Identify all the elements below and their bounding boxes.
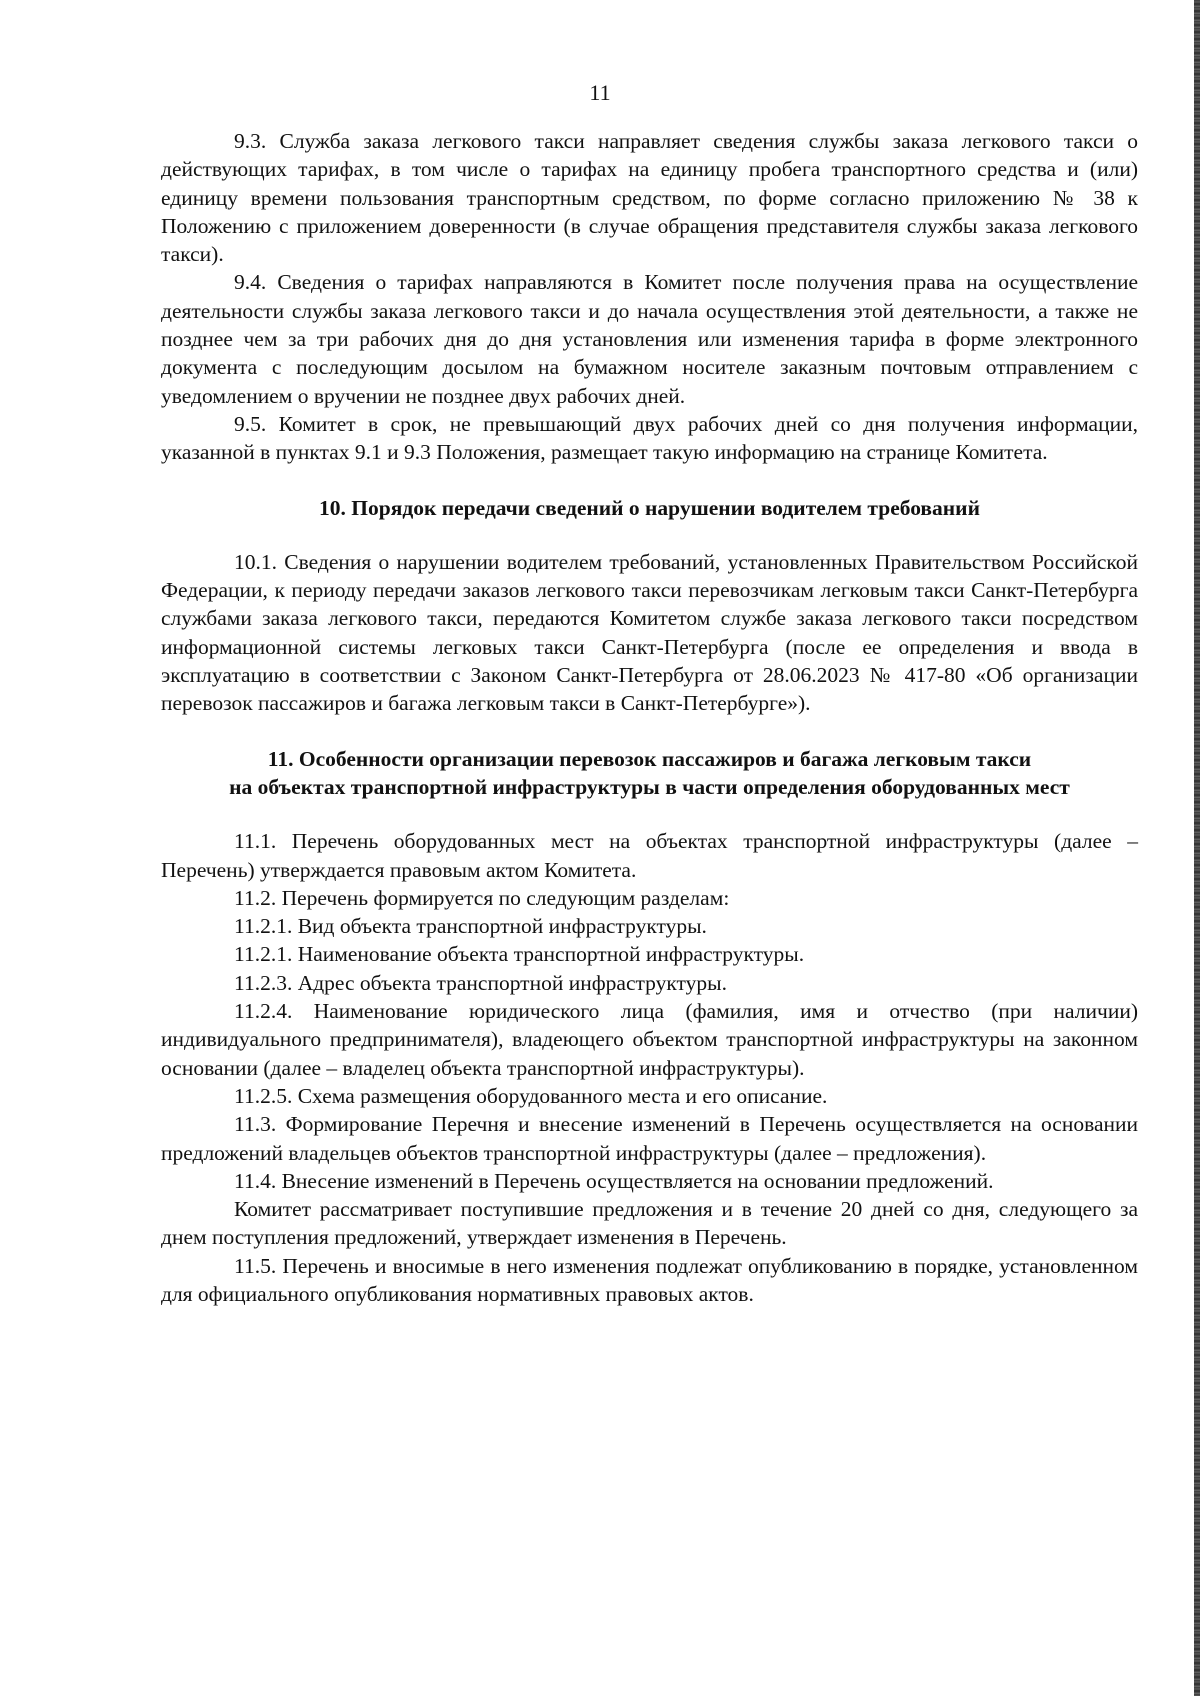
section-gap	[161, 801, 1138, 827]
document-body	[161, 127, 1138, 1308]
paragraph-11-2-4: 11.2.4. Наименование юридического лица (фамилия, имя и отчество (при наличии) индивидуального предпринимателя), владеющего объектом транспортной инфраструктуры на законном основании (далее – владелец объекта транспортной инфраструктуры).	[161, 999, 1138, 1080]
section-10-heading: 10. Порядок передачи сведений о нарушении водителем требований	[319, 495, 980, 520]
section-11-heading-line-1: 11. Особенности организации перевозок пассажиров и багажа легковым такси	[267, 746, 1032, 771]
section-gap	[161, 718, 1138, 745]
section-gap	[161, 522, 1138, 548]
paragraph-11-3: 11.3. Формирование Перечня и внесение изменений в Перечень осуществляется на основании предложений владельцев объектов транспортной инфраструктуры (далее – предложения).	[161, 1112, 1138, 1165]
paragraph-11-2: 11.2. Перечень формируется по следующим разделам:	[234, 885, 730, 910]
paragraph-11-4: 11.4. Внесение изменений в Перечень осуществляется на основании предложений.	[234, 1168, 994, 1193]
paragraph-11-2-1: 11.2.1. Вид объекта транспортной инфраструктуры.	[234, 914, 707, 939]
paragraph-11-4-cont: Комитет рассматривает поступившие предложения и в течение 20 дней со дня, следующего за днем поступления предложений, утверждает изменения в Перечень.	[161, 1197, 1138, 1250]
paragraph-9-5: 9.5. Комитет в срок, не превышающий двух рабочих дней со дня получения информации, указанной в пунктах 9.1 и 9.3 Положения, размещает такую информацию на странице Комитета.	[161, 411, 1138, 465]
paragraph-10-1: 10.1. Сведения о нарушении водителем требований, установленных Правительством Российской Федерации, к периоду передачи заказов легкового такси перевозчикам легковым такси Санкт-Петербурга службами заказа легкового такси, передаются Комитетом службе заказа легкового такси посредством информационной системы легковых такси Санкт-Петербурга (после ее определения и ввода в эксплуатацию в соответствии с Законом Санкт-Петербурга от 28.06.2023 № 417-80 «Об организации перевозок пассажиров и багажа легковым такси в Санкт-Петербурге»).	[161, 549, 1138, 716]
paragraph-11-2-1-b: 11.2.1. Наименование объекта транспортной инфраструктуры.	[234, 942, 805, 967]
paragraph-9-4: 9.4. Сведения о тарифах направляются в Комитет после получения права на осуществление деятельности службы заказа легкового такси и до начала осуществления этой деятельности, а также не позднее чем за три рабочих дня до дня установления или изменения тарифа в форме электронного документа с последующим досылом на бумажном носителе заказным почтовым отправлением с уведомлением о вручении не позднее двух рабочих дней.	[161, 270, 1138, 408]
paragraph-11-2-3: 11.2.3. Адрес объекта транспортной инфраструктуры.	[234, 970, 727, 995]
section-gap	[161, 467, 1138, 494]
paragraph-11-1: 11.1. Перечень оборудованных мест на объектах транспортной инфраструктуры (далее – Перечень) утверждается правовым актом Комитета.	[161, 829, 1138, 882]
paragraph-11-5: 11.5. Перечень и вносимые в него изменения подлежат опубликованию в порядке, установленном для официального опубликования нормативных правовых актов.	[161, 1253, 1138, 1306]
scan-edge	[1194, 0, 1200, 1696]
section-11-heading-line-2: на объектах транспортной инфраструктуры в части определения оборудованных мест	[229, 774, 1070, 799]
paragraph-9-3: 9.3. Служба заказа легкового такси направляет сведения службы заказа легкового такси о действующих тарифах, в том числе о тарифах на единицу пробега транспортного средства и (или) единицу времени пользования транспортным средством, по форме согласно приложению № 38 к Положению с приложением доверенности (в случае обращения представителя службы заказа легкового такси).	[161, 129, 1138, 267]
page-number: 11	[589, 80, 611, 105]
paragraph-11-2-5: 11.2.5. Схема размещения оборудованного места и его описание.	[234, 1083, 828, 1108]
